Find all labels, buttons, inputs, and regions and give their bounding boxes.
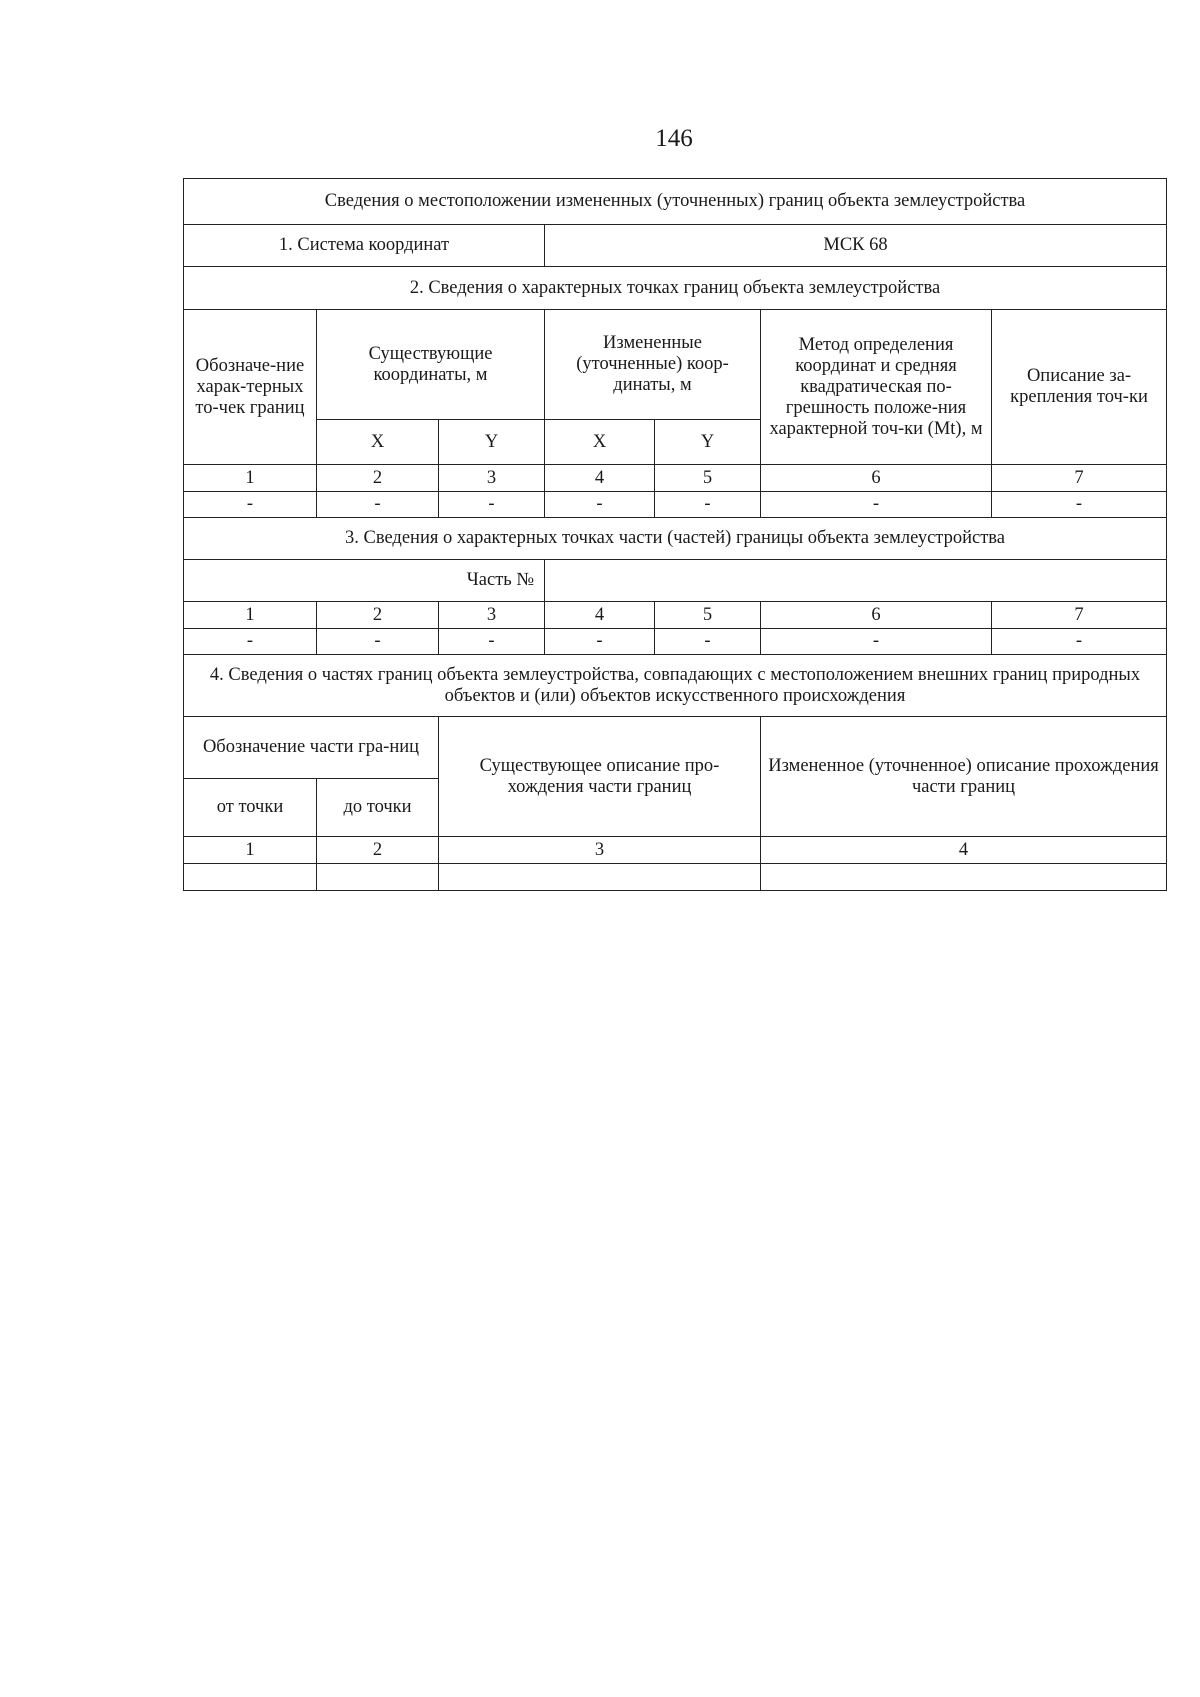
column-number: 6 (761, 465, 992, 492)
empty-cell: - (655, 492, 761, 518)
empty-cell: - (545, 629, 655, 655)
empty-cell: - (184, 492, 317, 518)
empty-cell: - (317, 492, 439, 518)
page-number: 146 (655, 125, 693, 152)
header-part-designation: Обозначение части гра-ниц (184, 717, 439, 779)
column-number: 5 (655, 465, 761, 492)
empty-cell (184, 864, 317, 891)
empty-cell: - (317, 629, 439, 655)
section3-heading: 3. Сведения о характерных точках части (частей) границы объекта землеустройства (184, 518, 1167, 560)
header-changed-coordinates: Измененные (уточненные) коор-динаты, м (545, 310, 761, 420)
column-number: 2 (317, 837, 439, 864)
column-number: 7 (992, 465, 1167, 492)
empty-cell: - (545, 492, 655, 518)
empty-cell: - (184, 629, 317, 655)
empty-cell: - (439, 492, 545, 518)
column-number: 7 (992, 602, 1167, 629)
header-method: Метод определения координат и средняя квадратическая по-грешность положе-ния характерной точ-ки (Mt), м (761, 310, 992, 465)
empty-cell: - (992, 492, 1167, 518)
empty-cell: - (761, 492, 992, 518)
table-title: Сведения о местоположении измененных (уточненных) границ объекта землеустройства (184, 179, 1167, 225)
column-number: 2 (317, 602, 439, 629)
column-number: 2 (317, 465, 439, 492)
header-existing-x: X (317, 420, 439, 465)
column-number: 4 (545, 465, 655, 492)
empty-cell: - (439, 629, 545, 655)
empty-cell: - (992, 629, 1167, 655)
boundary-info-table (183, 178, 1167, 891)
column-number: 4 (761, 837, 1167, 864)
header-changed-y: Y (655, 420, 761, 465)
coord-system-label: 1. Система координат (184, 225, 545, 267)
header-to-point: до точки (317, 779, 439, 837)
header-point-description: Описание за-крепления точ-ки (992, 310, 1167, 465)
column-number: 4 (545, 602, 655, 629)
column-number: 5 (655, 602, 761, 629)
section2-heading: 2. Сведения о характерных точках границ объекта землеустройства (184, 267, 1167, 310)
header-from-point: от точки (184, 779, 317, 837)
section4-heading: 4. Сведения о частях границ объекта землеустройства, совпадающих с местоположением внешних границ природных объектов и (или) объектов искусственного происхождения (184, 655, 1167, 717)
empty-cell (761, 864, 1167, 891)
empty-cell: - (655, 629, 761, 655)
empty-cell (317, 864, 439, 891)
header-point-designation: Обозначе-ние харак-терных то-чек границ (184, 310, 317, 465)
empty-cell: - (761, 629, 992, 655)
coord-system-value: МСК 68 (545, 225, 1167, 267)
part-number-label: Часть № (184, 560, 545, 602)
header-changed-x: X (545, 420, 655, 465)
column-number: 3 (439, 837, 761, 864)
column-number: 6 (761, 602, 992, 629)
column-number: 1 (184, 837, 317, 864)
header-existing-coordinates: Существующие координаты, м (317, 310, 545, 420)
header-changed-description: Измененное (уточненное) описание прохождения части границ (761, 717, 1167, 837)
header-existing-description: Существующее описание про-хождения части границ (439, 717, 761, 837)
column-number: 3 (439, 602, 545, 629)
part-number-value (545, 560, 1167, 602)
header-existing-y: Y (439, 420, 545, 465)
empty-cell (439, 864, 761, 891)
column-number: 1 (184, 602, 317, 629)
column-number: 3 (439, 465, 545, 492)
column-number: 1 (184, 465, 317, 492)
